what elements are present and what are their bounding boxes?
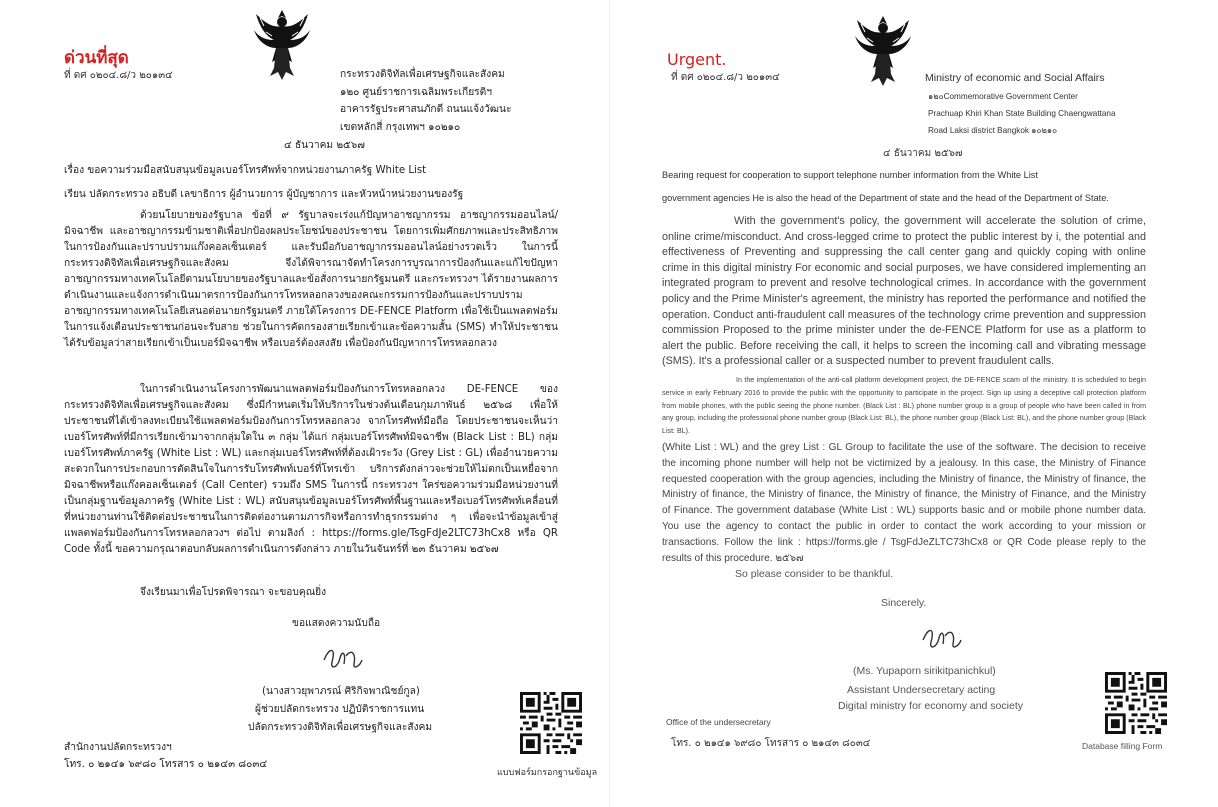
body-paragraph-1: ด้วยนโยบายของรัฐบาล ข้อที่ ๙ รัฐบาลจะเร่งแก้ปัญหาอาชญากรรม อาชญากรรมออนไลน์/มิจฉาชีพ และอาชญากรรมข้ามชาติเพื่อปกป้องผลประโยชน์ของประชาชน โดยการเพิ่มศักยภาพและประสิทธิภาพในการป้องกันและปราบปรามแก๊งคอลเซ็นเตอร์ และรับมือกับอาชญากรรมออนไลน์อย่างรวดเร็ว ในการนี้ กระทรวงดิจิทัลเพื่อเศรษฐกิจและสังคม จึงได้พิจารณาจัดทำโครงการบูรณาการป้องกันและแก้ไขปัญหาอาชญากรรมทางเทคโนโลยีตามนโยบายของรัฐบาลและข้อสั่งการนายกรัฐมนตรี และกระทรวงฯ ได้รายงานผลการดำเนินงานและแจ้งการดำเนินมาตรการป้องกันการโทรหลอกลวงของคณะกรรมการป้องกันและปราบปรามอาชญากรรมทางเทคโนโลยีเสนอต่อนายกรัฐมนตรี ภายใต้โครงการ DE-FENCE Platform เพื่อใช้เป็นแพลตฟอร์มในการแจ้งเตือนประชาชนก่อนจะรับสาย ช่วยในการคัดกรองสายเรียกเข้าและข้อความสั้น (SMS) ทำให้ประชาชนได้รับข้อมูลว่าสายเรียกเข้าเป็นเบอร์มิจฉาชีพ หรือเบอร์ต้องสงสัย เพื่อป้องกันปัญหาการโทรหลอกลวง bbox=[64, 210, 558, 349]
reference-number: ที่ ดศ ๐๒๐๔.๘/ว ๒๐๑๓๔ bbox=[64, 70, 173, 81]
closing-request: จึงเรียนมาเพื่อโปรดพิจารณา จะขอบคุณยิ่ง bbox=[140, 587, 327, 598]
address-line: กระทรวงดิจิทัลเพื่อเศรษฐกิจและสังคม bbox=[340, 69, 505, 80]
signer-title: Assistant Undersecretary acting bbox=[847, 684, 996, 696]
qr-code-icon[interactable] bbox=[520, 692, 582, 754]
urgent-label: Urgent. bbox=[667, 50, 727, 69]
signer-name: (นางสาวยุพาภรณ์ ศิริกิจพาณิชย์กูล) bbox=[262, 686, 420, 697]
letter-date: ๔ ธันวาคม ๒๕๖๗ bbox=[883, 148, 963, 159]
address-line: ๑๒๐ ศูนย์ราชการเฉลิมพระเกียรติฯ bbox=[340, 86, 492, 98]
garuda-emblem-icon bbox=[853, 12, 913, 92]
address-line: Road Laksi district Bangkok ๑๐๒๑๐ bbox=[928, 126, 1058, 135]
body-paragraph-2-part2: (White List : WL) and the grey List : GL Group to facilitate the use of the software. The decision to receive the incoming phone number will help not be victimized by a jealousy. In this case, the Ministry of Finance requested cooperation with the group agencies, including the Ministry of finance, the Ministry of finance, the Ministry of finance, the Ministry of finance, the Ministry of finance, the Ministry of Finance, and the Ministry of Finance. The government database (White List : WL) supports basic and or mobile phone number data. You use the agency to contact the public in order to contact the work according to your mission or transactions. Follow the link : https://forms.gle / TsgFdJeZLTC73hCx8 or QR Code please reply to the results of this procedure. ๒๕๖๗ bbox=[662, 442, 1146, 564]
letter-recipient: เรียน ปลัดกระทรวง อธิบดี เลขาธิการ ผู้อำนวยการ ผู้บัญชาการ และหัวหน้าหน่วยงานของรัฐ bbox=[64, 189, 464, 200]
ministry-address bbox=[925, 72, 1105, 84]
ministry-address-details bbox=[928, 88, 1116, 139]
signer-name: (Ms. Yupaporn sirikitpanichkul) bbox=[853, 665, 996, 677]
reference-number: ที่ ดศ ๐๒๐๔.๘/ว ๒๐๑๓๔ bbox=[671, 72, 780, 83]
address-line: อาคารรัฐประศาสนภักดี ถนนแจ้งวัฒนะ bbox=[340, 104, 512, 115]
body-paragraph-2: ในการดำเนินงานโครงการพัฒนาแพลตฟอร์มป้องกันการโทรหลอกลวง DE-FENCE ของกระทรวงดิจิทัลเพื่อเศรษฐกิจและสังคม ซึ่งมีกำหนดเริ่มให้บริการในช่วงต้นเดือนกุมภาพันธ์ ๒๕๖๘ เพื่อให้ประชาชนที่ได้เข้าลงทะเบียนใช้แพลตฟอร์มป้องกันการโทรหลอกลวง จากโทรศัพท์มือถือ โดยประชาชนจะเห็นว่าเบอร์โทรศัพท์ที่มีการเรียกเข้ามาจากกลุ่มใดใน ๓ กลุ่ม ได้แก่ กลุ่มเบอร์โทรศัพท์มิจฉาชีพ (Black List : BL) กลุ่มเบอร์โทรศัพท์ภาครัฐ (White List : WL) และกลุ่มเบอร์โทรศัพท์ที่ต้องเฝ้าระวัง (Grey List : GL) เพื่ออำนวยความสะดวกในการประกอบการตัดสินใจในการรับโทรศัพท์เบอร์ที่โทรเข้า บริการดังกล่าวจะช่วยให้ไม่ตกเป็นเหยื่อจากมิจฉาชีพหรือแก๊งคอลเซ็นเตอร์ (Call Center) รวมถึง SMS ในการนี้ กระทรวงฯ ใคร่ขอความร่วมมือหน่วยงานที่เป็นกลุ่มฐานข้อมูลภาครัฐ (White List : WL) สนับสนุนข้อมูลเบอร์โทรศัพท์พื้นฐานและหรือเบอร์โทรศัพท์เคลื่อนที่ที่หน่วยงานท่านใช้ติดต่อประชาชนในการติดต่องานตามภารกิจหรือการทำธุรกรรมต่าง ๆ เพื่อจะนำข้อมูลเข้าสู่แพลตฟอร์มป้องกันการโทรหลอกลวงฯ ต่อไป ตามลิงก์ : https://forms.gle/TsgFdJe2LTC73hCx8 หรือ QR Code ทั้งนี้ ขอความกรุณาตอบกลับผลการดำเนินการดังกล่าว ภายในวันจันทร์ที่ ๒๓ ธันวาคม ๒๕๖๗ bbox=[64, 384, 558, 555]
qr-caption: แบบฟอร์มกรอกฐานข้อมูล bbox=[497, 768, 598, 778]
signer-title: ปลัดกระทรวงดิจิทัลเพื่อเศรษฐกิจและสังคม bbox=[248, 722, 433, 733]
letter-subject: Bearing request for cooperation to support telephone number information from the White List bbox=[662, 170, 1038, 180]
thanks: So please consider to be thankful. bbox=[735, 568, 894, 580]
office-name: สำนักงานปลัดกระทรวงฯ bbox=[64, 742, 172, 753]
address-line: ๑๒๐Commemorative Government Center bbox=[928, 92, 1078, 101]
address-line: เขตหลักสี่ กรุงเทพฯ ๑๐๒๑๐ bbox=[340, 121, 461, 133]
address-line: Prachuap Khiri Khan State Building Chaengwattana bbox=[928, 109, 1116, 118]
office-name: Office of the undersecretary bbox=[666, 717, 771, 727]
letter-recipient: government agencies He is also the head of the Department of state and the head of the Department of State. bbox=[662, 193, 1109, 203]
signature-icon bbox=[316, 640, 364, 674]
garuda-emblem-icon bbox=[252, 6, 312, 86]
signer-title: ผู้ช่วยปลัดกระทรวง ปฏิบัติราชการแทน bbox=[255, 704, 425, 715]
body-paragraph-1: With the government's policy, the government will accelerate the solution of crime, online crime/misconduct. And cross-legged crime to protect the public interest by i, the potential and effectiveness of Preventing and suppressing the call center gang and quickly coping with online crime in this digital ministry For economic and social purposes, we have considered implementing an integrated program to prevent and resolve technological crimes. In accordance with the government policy and the Prime Minister's agreement, the ministry has reported the performance and notified the operation. Conduct anti-fraudulent call measures of the technology crime prevention and suppression commission Proposed to the prime minister under the de-FENCE Platform for use as a platform to alert the public. Before receiving the call, it helps to screen the incoming call and vibrating message (SMS). It's a professional caller or a suspected number to prevent fraudulent calls. bbox=[662, 215, 1146, 368]
qr-code-icon[interactable] bbox=[1105, 672, 1167, 734]
address-line: Ministry of economic and Social Affairs bbox=[925, 72, 1105, 84]
letter-subject: เรื่อง ขอความร่วมมือสนับสนุนข้อมูลเบอร์โทรศัพท์จากหน่วยงานภาครัฐ White List bbox=[64, 165, 427, 176]
signer-title: Digital ministry for economy and society bbox=[838, 700, 1023, 712]
english-letter-page bbox=[609, 0, 1218, 807]
regards: ขอแสดงความนับถือ bbox=[292, 618, 381, 629]
phone-fax: โทร. ๐ ๒๑๔๑ ๖๙๘๐ โทรสาร ๐ ๒๑๔๓ ๘๐๓๔ bbox=[671, 738, 871, 749]
phone-fax: โทร. ๐ ๒๑๔๑ ๖๙๘๐ โทรสาร ๐ ๒๑๔๓ ๘๐๓๔ bbox=[64, 759, 268, 770]
signature-icon bbox=[915, 620, 963, 654]
letter-date: ๔ ธันวาคม ๒๕๖๗ bbox=[284, 140, 365, 151]
ministry-address bbox=[340, 66, 511, 136]
qr-caption: Database filling Form bbox=[1082, 741, 1163, 751]
body-paragraph-2-part1: In the implementation of the anti-call platform development project, the DE-FENCE scam of the ministry. It is scheduled to begin service in early February 2016 to provide the public with the opportunity to participate in the project. Sign up using a deceptive call protection platform from mobile phones, with the public seeing the phone number. (Black List : BL) phone number group is a group of people who have been called in from any group, including the professional phone number group (Black List: BL), the phone number group (Black List: BL), and the phone number group (Black List: BL). bbox=[662, 376, 1146, 436]
urgent-label: ด่วนที่สุด bbox=[64, 48, 129, 68]
regards: Sincerely. bbox=[881, 597, 927, 609]
